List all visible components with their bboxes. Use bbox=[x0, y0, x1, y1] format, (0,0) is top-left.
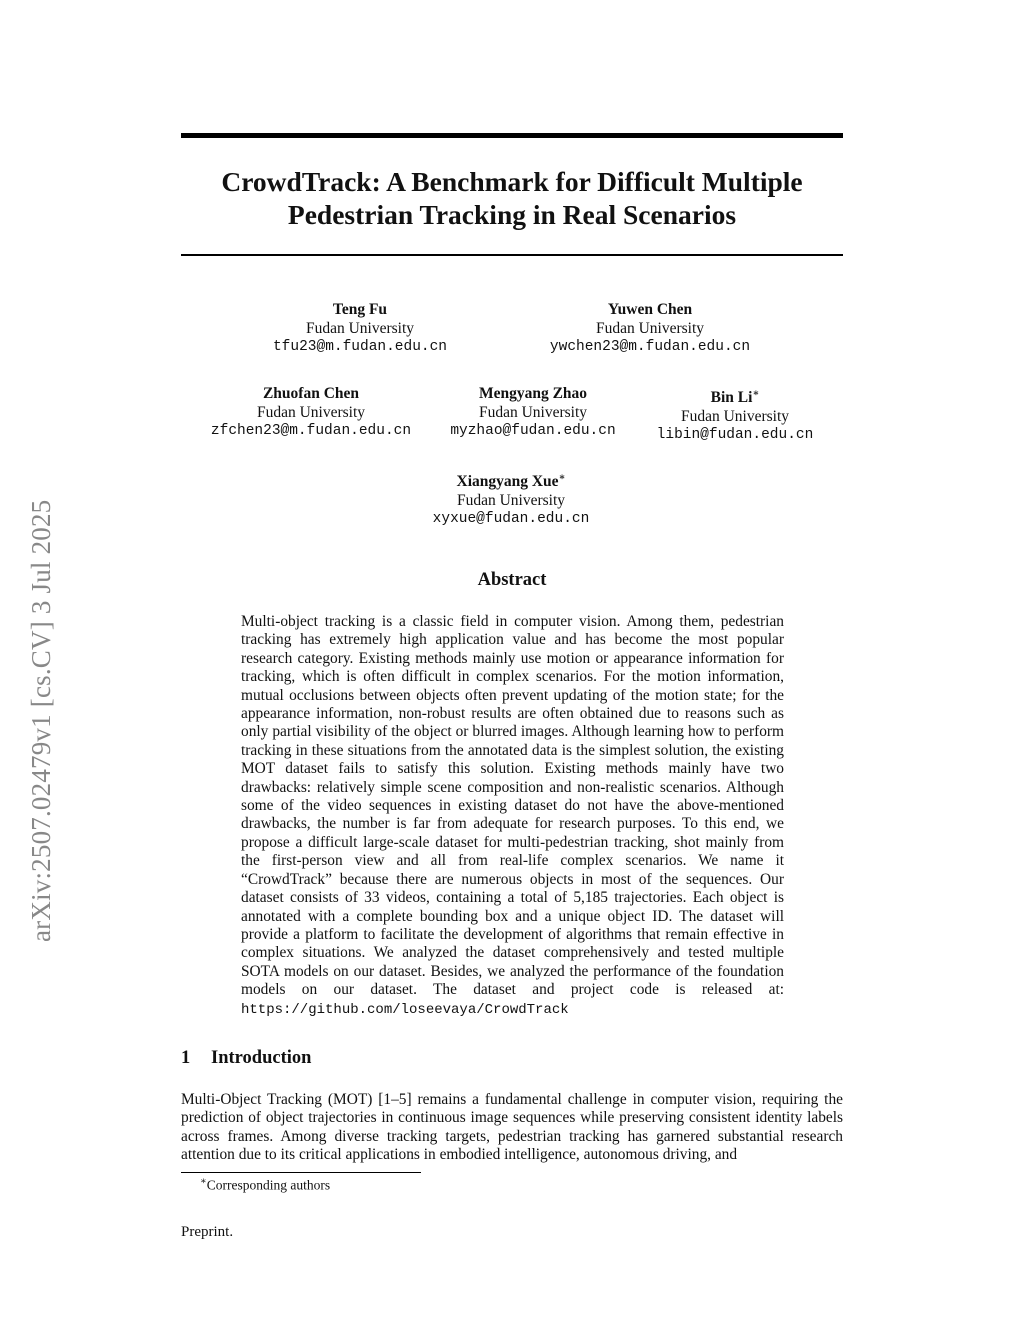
code-link[interactable]: https://github.com/loseevaya/CrowdTrack bbox=[241, 1001, 569, 1018]
intro-text: Multi-Object Tracking (MOT) [1–5] remains a fundamental challenge in computer vision, requiring the prediction of object trajectories in continuous image sequences while preserving consistent identity labels across frames. Among diverse tracking targets, pedestrian tracking has garnered substantial research attention due to its critical applications in embodied intelligence, autonomous driving, and bbox=[181, 1091, 843, 1164]
footnote-mark: ∗ bbox=[200, 1176, 207, 1187]
author-email: ywchen23@m.fudan.edu.cn bbox=[549, 339, 751, 355]
title-top-rule bbox=[181, 133, 843, 138]
author-affiliation: Fudan University bbox=[680, 408, 790, 426]
section-number: 1 bbox=[181, 1048, 191, 1068]
author-block bbox=[610, 384, 860, 445]
footnote-rule bbox=[181, 1172, 421, 1173]
author-affiliation: Fudan University bbox=[456, 492, 566, 510]
author-email: tfu23@m.fudan.edu.cn bbox=[272, 339, 448, 355]
author-affiliation: Fudan University bbox=[305, 320, 415, 337]
corresponding-mark: ∗ bbox=[558, 472, 566, 483]
author-name: Xiangyang Xue bbox=[456, 473, 559, 491]
author-block bbox=[525, 300, 775, 357]
abstract-body bbox=[241, 613, 784, 1019]
title-bottom-rule bbox=[181, 254, 843, 256]
author-affiliation: Fudan University bbox=[595, 320, 705, 337]
author-name: Mengyang Zhao bbox=[478, 385, 588, 402]
author-block bbox=[386, 468, 636, 529]
corresponding-mark: ∗ bbox=[752, 388, 760, 399]
author-email: zfchen23@m.fudan.edu.cn bbox=[210, 423, 412, 439]
section-title: Introduction bbox=[211, 1048, 312, 1068]
author-name: Zhuofan Chen bbox=[262, 385, 360, 402]
author-affiliation: Fudan University bbox=[478, 404, 588, 421]
abstract-text: Multi-object tracking is a classic field in computer vision. Among them, pedestrian tracking has extremely high application value and has become the most popular research category. Existing methods mainly use motion or appearance information for tracking, which is often difficult in complex scenarios. For the motion information, mutual occlusions between objects often prevent updating of the motion state; for the appearance information, non-robust results are often obtained due to reasons such as only partial visibility of the object or blurred images. Although learning how to perform tracking in these situations from the annotated data is the simplest solution, the existing MOT dataset fails to satisfy this solution. Existing methods mainly have two drawbacks: relatively simple scene composition and non-realistic scenarios. Although some of the video sequences in existing dataset do not have the above-mentioned drawbacks, the number is far from adequate for research purposes. To this end, we propose a difficult large-scale dataset for multi-pedestrian tracking, shot mainly from the first-person view and all from real-life complex scenarios. We name it “CrowdTrack” because there are numerous objects in most of the sequences. Our dataset consists of 33 videos, containing a total of 5,185 trajectories. Each object is annotated with a complete bounding box and a unique object ID. The dataset will provide a platform to facilitate the development of algorithms that remain effective in complex situations. We analyzed the dataset comprehensively and tested multiple SOTA models on our dataset. Besides, we analyzed the performance of the foundation models on our dataset. The dataset and project code is released at: bbox=[241, 613, 784, 999]
author-block bbox=[235, 300, 485, 357]
footnote bbox=[200, 1176, 330, 1194]
author-name: Bin Li bbox=[710, 389, 753, 407]
author-email: libin@fudan.edu.cn bbox=[656, 427, 814, 444]
preprint-footer: Preprint. bbox=[181, 1224, 234, 1240]
author-email: xyxue@fudan.edu.cn bbox=[432, 511, 590, 528]
author-name: Yuwen Chen bbox=[607, 301, 693, 318]
footnote-text: Corresponding authors bbox=[206, 1177, 331, 1193]
section-heading bbox=[181, 1048, 311, 1069]
author-name: Teng Fu bbox=[332, 301, 388, 318]
intro-paragraph bbox=[181, 1091, 843, 1165]
arxiv-identifier: arXiv:2507.02479v1 [cs.CV] 3 Jul 2025 bbox=[26, 499, 56, 942]
author-email: myzhao@fudan.edu.cn bbox=[450, 423, 616, 439]
paper-title: CrowdTrack: A Benchmark for Difficult Multiple Pedestrian Tracking in Real Scenarios bbox=[221, 166, 803, 230]
author-block bbox=[186, 384, 436, 441]
author-affiliation: Fudan University bbox=[256, 404, 366, 421]
abstract-heading: Abstract bbox=[477, 570, 547, 590]
